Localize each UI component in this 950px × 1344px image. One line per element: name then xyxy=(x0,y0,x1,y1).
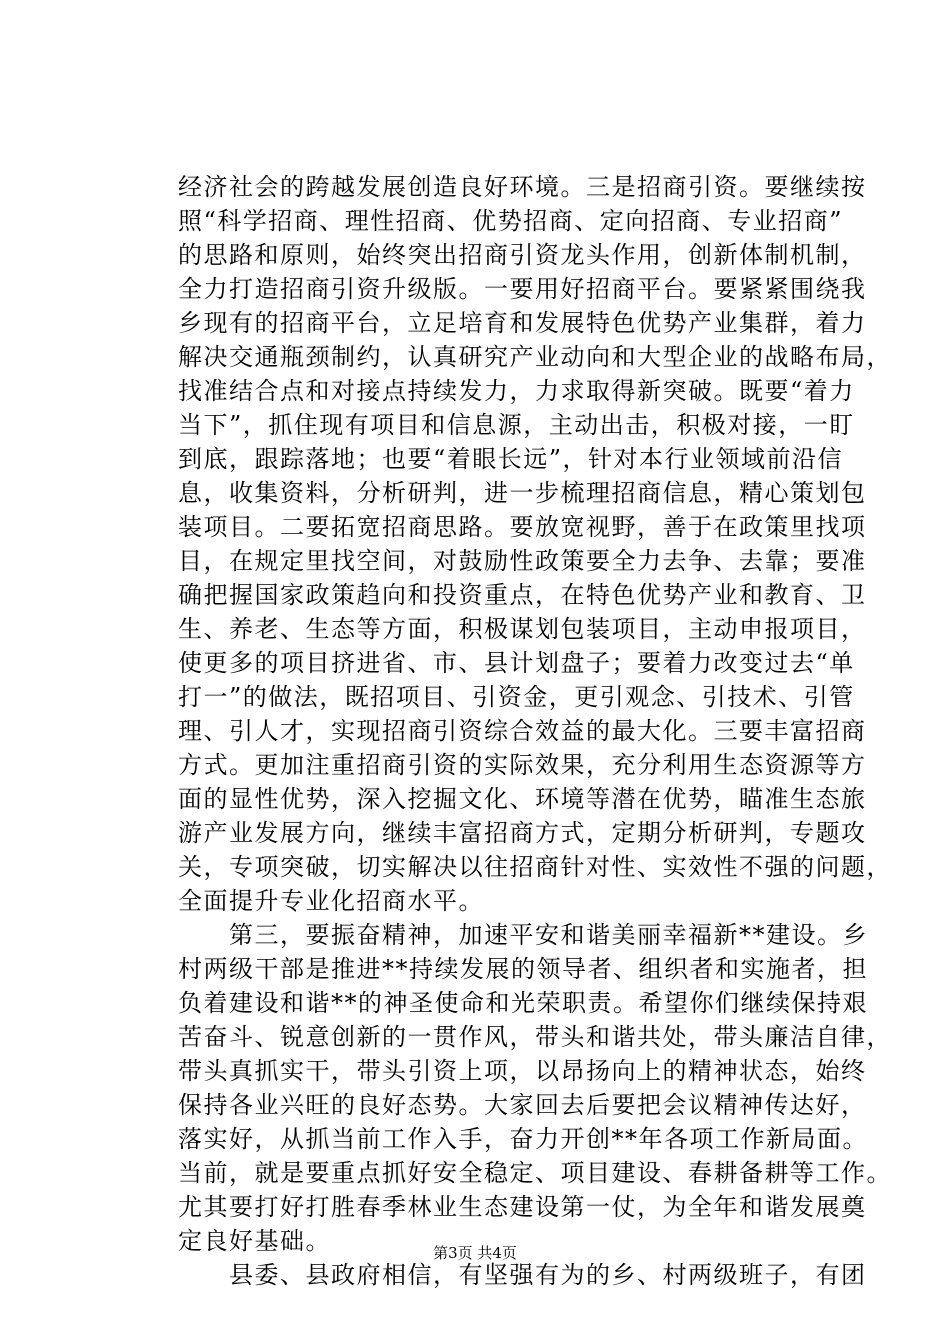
text-line: 落实好，从抓当前工作入手，奋力开创**年各项工作新局面。 xyxy=(178,1125,868,1153)
text-line: 息，收集资料，分析研判，进一步梳理招商信息，精心策划包 xyxy=(178,479,867,507)
text-line: 照“科学招商、理性招商、优势招商、定向招商、专业招商” xyxy=(178,207,844,235)
text-line: 全力打造招商引资升级版。一要用好招商平台。要紧紧围绕我 xyxy=(178,275,867,303)
text-line: 全面提升专业化招商水平。 xyxy=(178,887,484,915)
text-line: 负着建设和谐**的神圣使命和光荣职责。希望你们继续保持艰 xyxy=(178,989,868,1017)
text-line: 村两级干部是推进**持续发展的领导者、组织者和实施者，担 xyxy=(178,955,868,983)
text-line: 打一”的做法，既招项目、引资金，更引观念、引技术、引管 xyxy=(178,683,855,711)
text-line: 解决交通瓶颈制约，认真研究产业动向和大型企业的战略布局， xyxy=(178,343,892,371)
text-line: 第三，要振奋精神，加速平安和谐美丽幸福新**建设。乡 xyxy=(178,921,868,949)
text-line: 经济社会的跨越发展创造良好环境。三是招商引资。要继续按 xyxy=(178,173,867,201)
text-line: 定良好基础。 xyxy=(178,1227,331,1255)
text-line: 的思路和原则，始终突出招商引资龙头作用，创新体制机制， xyxy=(178,241,867,269)
text-line: 方式。更加注重招商引资的实际效果，充分利用生态资源等方 xyxy=(178,751,867,779)
text-line: 使更多的项目挤进省、市、县计划盘子；要着力改变过去“单 xyxy=(178,649,855,677)
text-line: 找准结合点和对接点持续发力，力求取得新突破。既要“着力 xyxy=(178,377,855,405)
text-line: 尤其要打好打胜春季林业生态建设第一仗，为全年和谐发展奠 xyxy=(178,1193,867,1221)
text-line: 保持各业兴旺的良好态势。大家回去后要把会议精神传达好， xyxy=(178,1091,867,1119)
text-line: 当下”，抓住现有项目和信息源，主动出击，积极对接，一盯 xyxy=(178,411,855,439)
text-line: 装项目。二要拓宽招商思路。要放宽视野，善于在政策里找项 xyxy=(178,513,867,541)
text-line: 当前，就是要重点抓好安全稳定、项目建设、春耕备耕等工作。 xyxy=(178,1159,892,1187)
text-line: 生、养老、生态等方面，积极谋划包装项目，主动申报项目， xyxy=(178,615,867,643)
text-line: 乡现有的招商平台，立足培育和发展特色优势产业集群，着力 xyxy=(178,309,867,337)
text-line: 带头真抓实干，带头引资上项，以昂扬向上的精神状态，始终 xyxy=(178,1057,867,1085)
text-line: 苦奋斗、锐意创新的一贯作风，带头和谐共处，带头廉洁自律， xyxy=(178,1023,892,1051)
text-line: 县委、县政府相信，有坚强有为的乡、村两级班子，有团 xyxy=(178,1261,867,1289)
body-text xyxy=(178,170,892,1292)
text-line: 到底，跟踪落地；也要“着眼长远”，针对本行业领域前沿信 xyxy=(178,445,844,473)
text-line: 关，专项突破，切实解决以往招商针对性、实效性不强的问题， xyxy=(178,853,892,881)
text-line: 面的显性优势，深入挖掘文化、环境等潜在优势，瞄准生态旅 xyxy=(178,785,867,813)
page-footer: 第3页 共4页 xyxy=(433,1244,517,1262)
text-line: 目，在规定里找空间，对鼓励性政策要全力去争、去靠；要准 xyxy=(178,547,867,575)
text-line: 确把握国家政策趋向和投资重点，在特色优势产业和教育、卫 xyxy=(178,581,867,609)
text-line: 理、引人才，实现招商引资综合效益的最大化。三要丰富招商 xyxy=(178,717,867,745)
text-line: 游产业发展方向，继续丰富招商方式，定期分析研判，专题攻 xyxy=(178,819,867,847)
